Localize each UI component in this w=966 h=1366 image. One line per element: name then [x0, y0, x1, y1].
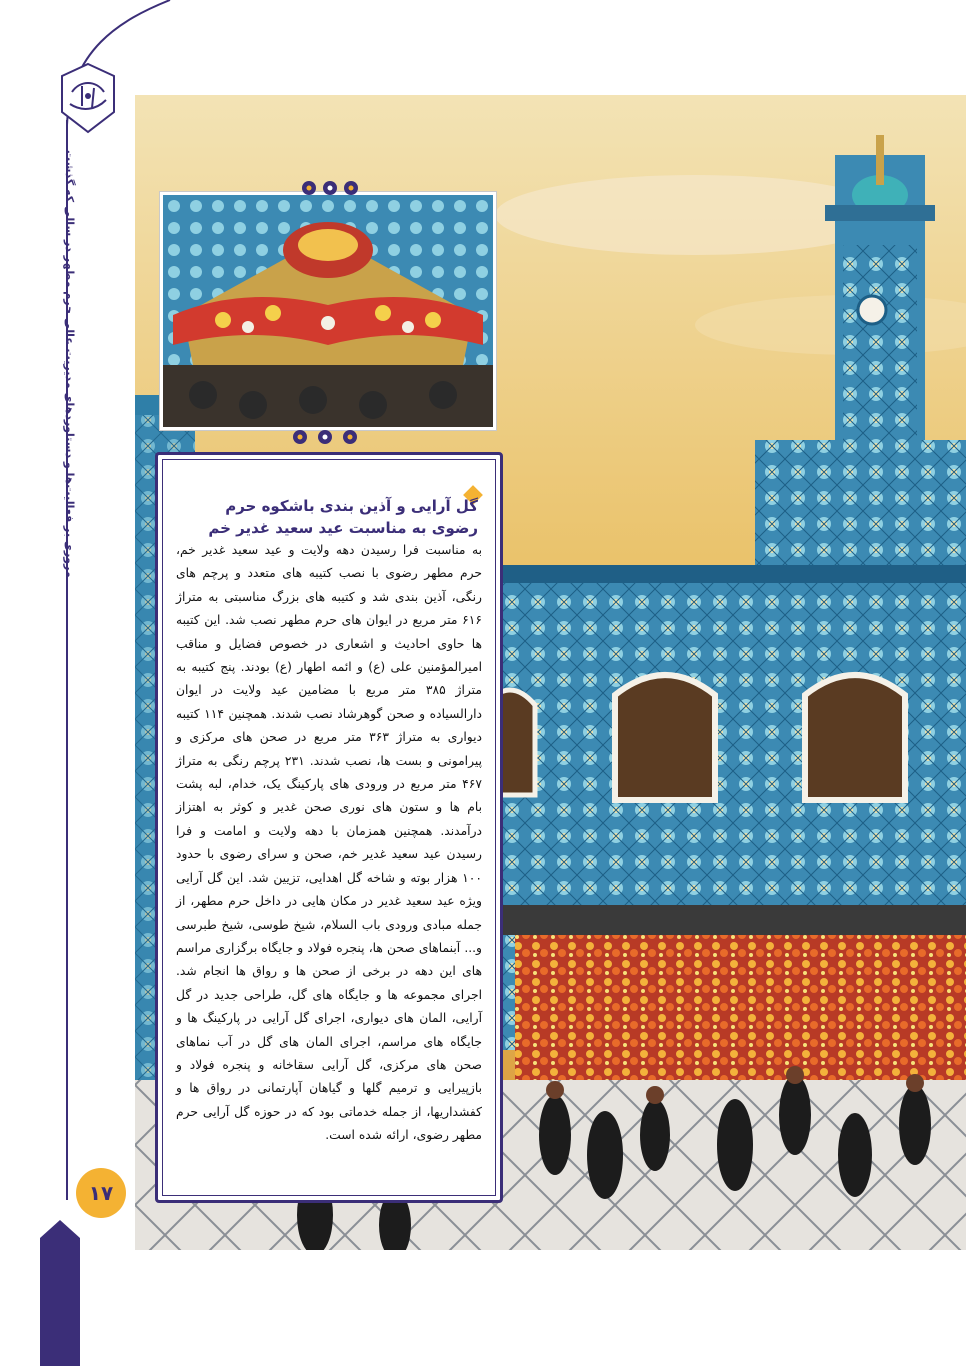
running-head-text: مروری بر فعالیت‌ها و دستاوردهای مدیریت عالی حرم مطهر در سالی که گذشت [63, 150, 76, 578]
calligraphy-logo-icon [52, 62, 124, 134]
page-number: ۱۷ [76, 1168, 126, 1218]
article-box [155, 452, 503, 1203]
running-head [58, 150, 78, 1150]
article-title: گل آرایی و آذین بندی باشکوه حرم رضوی به مناسبت عید سعید غدیر خم [208, 497, 478, 537]
ornament-top-icon [300, 179, 360, 197]
ornament-bottom-icon [290, 428, 360, 446]
bottom-tab-decoration [40, 1220, 80, 1366]
article-body: به مناسبت فرا رسیدن دهه ولایت و عید سعید غدیر خم، حرم مطهر رضوی با نصب کتیبه های متعدد و پرچم های رنگی، آذین بندی شد و کتیبه های بزرگ مناسبتی به متراژ ۶۱۶ متر مربع در ایوان های حرم مطهر نصب شد. این کتیبه ها حاوی احادیث و اشعاری در خصوص فضایل و مناقب امیرالمؤمنین علی (ع) و ائمه اطهار (ع) بودند. پنج کتیبه به متراژ ۳۸۵ متر مربع با مضامین عید ولایت در ایوان دارالسیاده و صحن گوهرشاد نصب شدند. همچنین ۱۱۴ کتیبه دیواری به متراژ ۳۶۳ متر مربع در صحن های مرکزی و پیرامونی و بست ها، نصب شدند. ۲۳۱ پرچم رنگی به متراژ ۴۶۷ متر مربع در ورودی های پارکینگ یک، خدام، لبه پشت بام ها و ستون های نوری صحن غدیر و کوثر به اهتزاز درآمدند. همچنین همزمان با دهه ولایت و امامت و فرا رسیدن عید سعید غدیر خم، صحن و سرای رضوی با حدود ۱۰۰ هزار بوته و شاخه گل اهدایی، تزیین شد. این گل آرایی ویژه عید سعید غدیر در مکان هایی در داخل حرم مطهر، از جمله مبادی ورودی باب السلام، شیخ طوسی، شیخ طبرسی و... آبنماهای صحن ها، پنجره فولاد و جایگاه برگزاری مراسم های این دهه در برخی از صحن ها و رواق ها انجام شد. اجرای مجموعه ها و جایگاه های گل، طراحی جدید در گل آرایی، المان های دیواری، اجرای گل آرایی در پارکینگ ها و جایگاه های مراسم، اجرای المان های گل در آب نماهای صحن های مرکزی، گل آرایی سقاخانه و پنجره فولاد و بازپیرایی و ترمیم گلها و گیاهان آپارتمانی در رواق ها و کفشداریها، از جمله خدماتی بود که در حوزه گل آرایی حرم مطهر رضوی، ارائه شده است. [176, 543, 482, 1143]
inset-zarih-photo [160, 192, 496, 430]
